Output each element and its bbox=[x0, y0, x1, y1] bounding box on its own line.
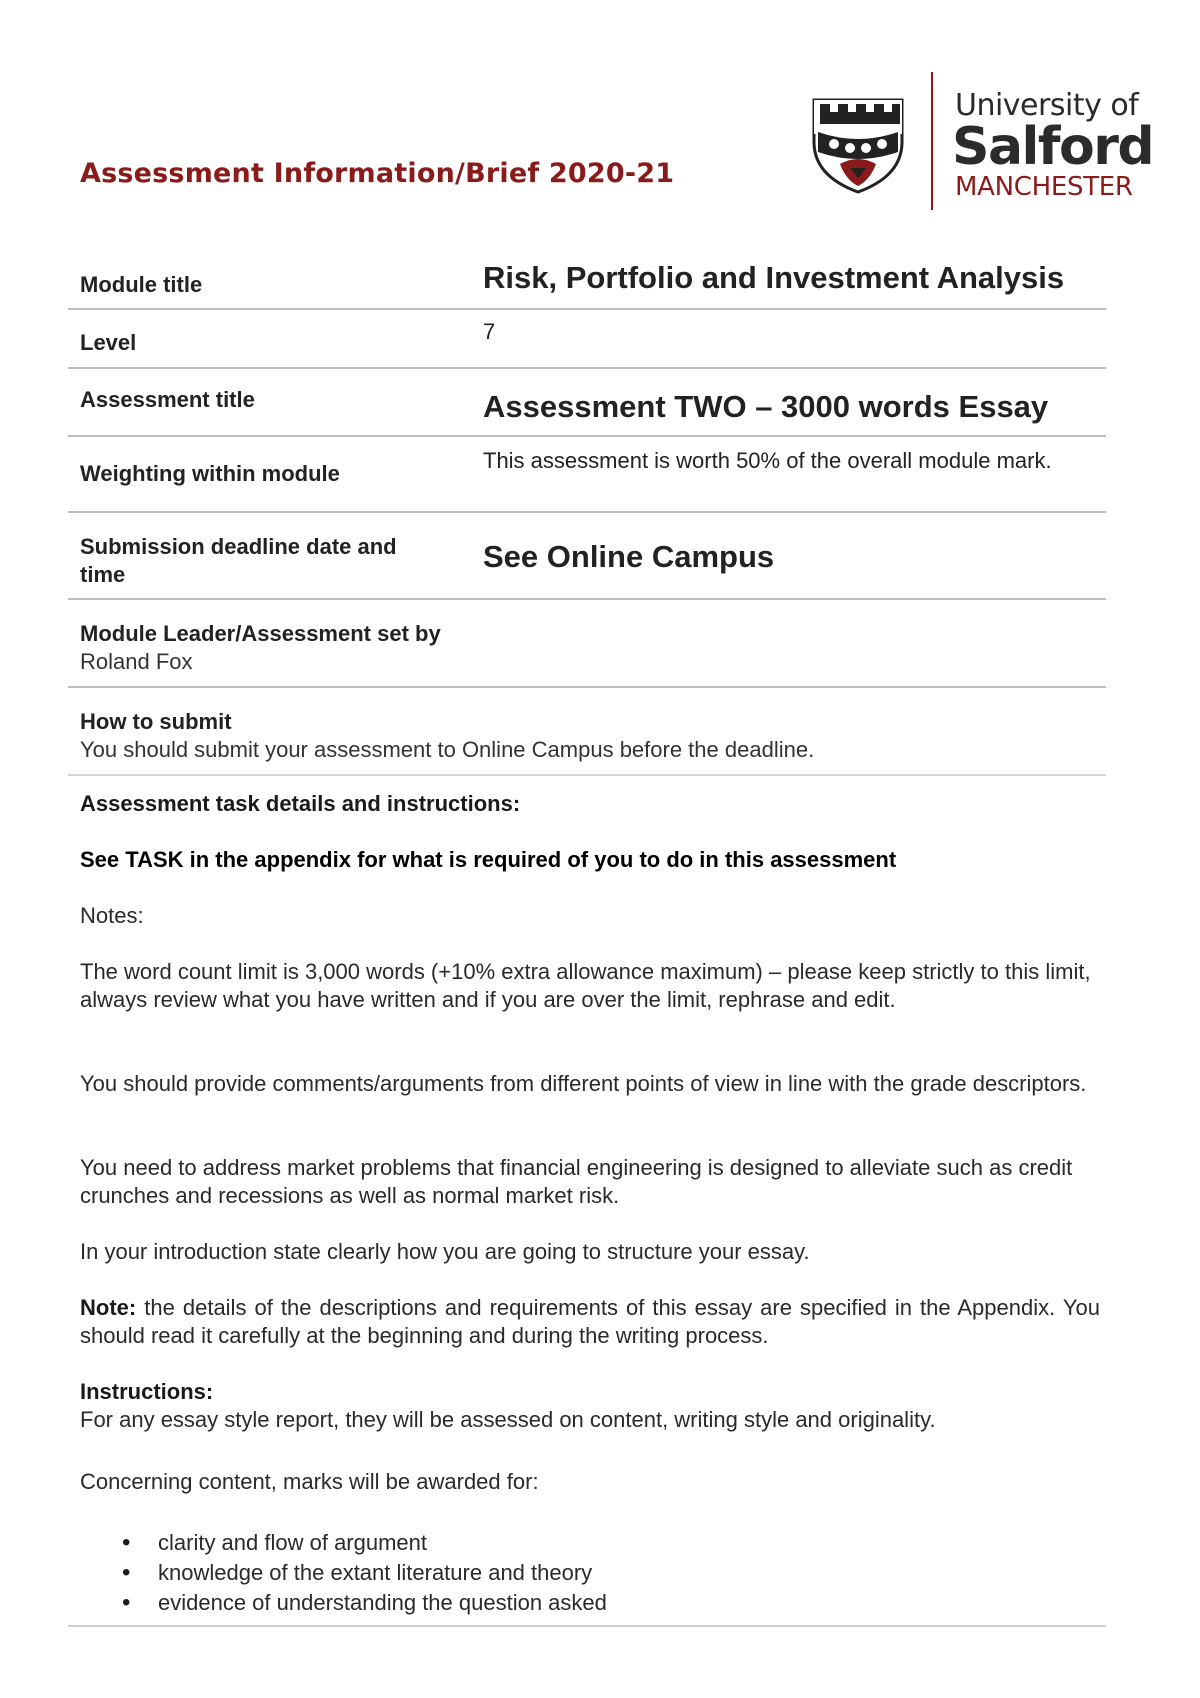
note-appendix-text: the details of the descriptions and requirements of this essay are specified in the Appendix. You should read it carefully at the beginning and during the writing process. bbox=[80, 1295, 1100, 1348]
see-task-instruction: See TASK in the appendix for what is required of you to do in this assessment bbox=[80, 847, 897, 872]
university-logo bbox=[810, 72, 1154, 212]
weighting-label: Weighting within module bbox=[80, 461, 340, 486]
notes-label: Notes: bbox=[80, 903, 144, 928]
module-title-value: Risk, Portfolio and Investment Analysis bbox=[483, 260, 1065, 295]
weighting-value: This assessment is worth 50% of the overall module mark. bbox=[483, 448, 1052, 473]
level-value: 7 bbox=[483, 319, 496, 344]
row-weighting bbox=[68, 437, 1106, 513]
deadline-label: Submission deadline date and time bbox=[80, 534, 397, 587]
note-bold-label: Note: bbox=[80, 1295, 137, 1320]
row-assessment-title bbox=[68, 369, 1106, 437]
how-to-submit-label: How to submit bbox=[80, 709, 232, 734]
list-item: • knowledge of the extant literature and theory bbox=[80, 1558, 1100, 1588]
level-label: Level bbox=[80, 330, 137, 355]
row-how-to-submit bbox=[68, 688, 1106, 776]
module-leader-value: Roland Fox bbox=[80, 649, 193, 674]
instructions-label: Instructions: bbox=[80, 1379, 214, 1404]
row-module-leader bbox=[68, 600, 1106, 688]
how-to-submit-value: You should submit your assessment to Online Campus before the deadline. bbox=[80, 737, 815, 762]
logo-line-university-of: University of bbox=[955, 88, 1139, 123]
note-arguments: You should provide comments/arguments from different points of view in line with the grade descriptors. bbox=[80, 1071, 1087, 1096]
note-market-problems: You need to address market problems that financial engineering is designed to alleviate such as credit crunches and recessions as well as normal market risk. bbox=[80, 1155, 1073, 1208]
note-introduction: In your introduction state clearly how you are going to structure your essay. bbox=[80, 1239, 810, 1264]
list-item: • clarity and flow of argument bbox=[80, 1528, 1100, 1558]
instructions-text: For any essay style report, they will be assessed on content, writing style and originality. bbox=[80, 1407, 936, 1432]
module-title-label: Module title bbox=[80, 272, 203, 297]
task-heading: Assessment task details and instructions: bbox=[80, 791, 521, 816]
module-leader-label: Module Leader/Assessment set by bbox=[80, 621, 441, 646]
note-word-count: The word count limit is 3,000 words (+10% extra allowance maximum) – please keep strictly to this limit, always review what you have written and if you are over the limit, rephrase and edit. bbox=[80, 959, 1091, 1012]
document-heading: Assessment Information/Brief 2020-21 bbox=[80, 158, 675, 189]
list-item: • evidence of understanding the question asked bbox=[80, 1588, 1100, 1618]
deadline-value: See Online Campus bbox=[483, 539, 775, 574]
content-intro: Concerning content, marks will be awarded for: bbox=[80, 1469, 539, 1494]
bottom-divider bbox=[68, 1625, 1106, 1627]
assessment-title-label: Assessment title bbox=[80, 387, 255, 412]
note-appendix bbox=[80, 1294, 1100, 1350]
row-submission-deadline bbox=[68, 513, 1106, 600]
logo-line-salford: Salford bbox=[952, 117, 1154, 177]
assessment-title-value: Assessment TWO – 3000 words Essay bbox=[483, 389, 1049, 424]
logo-divider bbox=[931, 72, 933, 210]
university-crest-icon bbox=[810, 94, 906, 194]
row-module-title bbox=[68, 250, 1106, 310]
logo-line-manchester: MANCHESTER bbox=[955, 172, 1133, 202]
assessment-info-table bbox=[68, 250, 1106, 776]
content-criteria-list bbox=[80, 1528, 1100, 1618]
row-level bbox=[68, 310, 1106, 369]
